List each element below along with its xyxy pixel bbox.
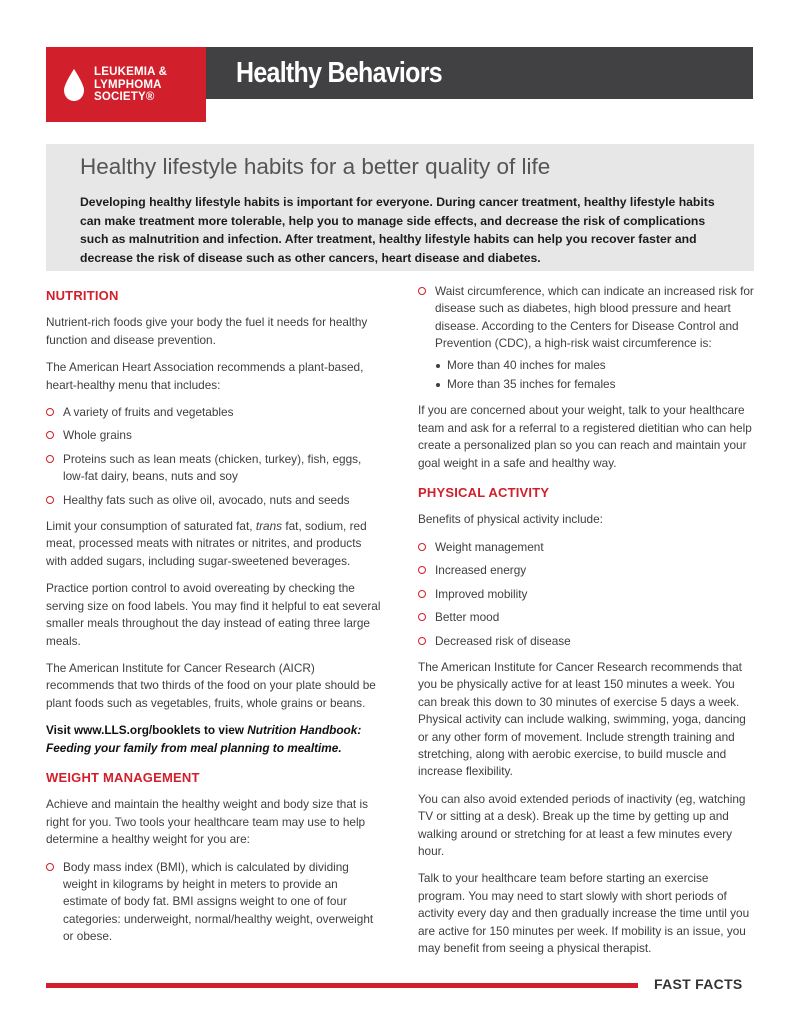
lls-logo [46,47,206,122]
weight-list-continued [418,283,756,393]
paragraph: The American Heart Association recommends a plant-based, heart-healthy menu that includes: [46,360,364,392]
circle-bullet-icon [46,863,54,871]
sublist-item [435,357,756,374]
circle-bullet-icon [46,455,54,463]
weight-list [46,859,381,946]
list-item [418,586,756,603]
circle-bullet-icon [418,287,426,295]
list-item-text: Decreased risk of disease [435,633,571,648]
intro-heading: Healthy lifestyle habits for a better quality of life [80,154,551,179]
title-bar [206,47,753,99]
section-heading-nutrition: NUTRITION [46,288,119,303]
logo-wordmark [94,66,167,104]
circle-bullet-icon [46,496,54,504]
list-item [46,427,381,444]
text-run: Limit your consumption of saturated fat, [46,519,256,534]
list-item-text: Whole grains [63,428,132,443]
paragraph: The American Institute for Cancer Research recommends that you be physically active for at least 150 minutes a week. You can break this down to 30 minutes of exercise 5 days a week. Physical activity can include walking, swimming, yoga, dancing or any other form of movement. Include strength training and stretching, along with aerobic exercise, to build muscle and increase flexibility. [418,659,746,779]
paragraph: Nutrient-rich foods give your body the fuel it needs for healthy function and disease prevention. [46,315,368,347]
list-item [46,492,381,509]
list-item [418,539,756,556]
dot-bullet-icon [436,383,440,387]
list-item [46,451,381,486]
circle-bullet-icon [418,637,426,645]
list-item-text: Waist circumference, which can indicate an increased risk for disease such as diabetes, high blood pressure and heart disease. According to the Centers for Disease Control and Prevention (CDC), a high-risk waist circumference is: [435,284,754,351]
blood-drop-icon [64,69,84,101]
paragraph: Achieve and maintain the healthy weight and body size that is right for you. Two tools your healthcare team may use to help determine a healthy weight for you are: [46,797,368,847]
list-item [418,633,756,650]
page-title: Healthy Behaviors [236,57,442,89]
paragraph: Benefits of physical activity include: [418,512,603,527]
list-item [418,609,756,626]
list-item-text: Healthy fats such as olive oil, avocado, nuts and seeds [63,492,350,507]
list-item-text: Body mass index (BMI), which is calculated by dividing weight in kilograms by height in meters to provide an estimate of body fat. BMI assigns weight to one of four categories: underweight, normal/healthy weight, overweight or obese. [63,859,374,944]
paragraph: If you are concerned about your weight, talk to your healthcare team and ask for a referral to a registered dietitian who can help create a personalized plan so you can reach and maintain your goal weight in a safe and healthy way. [418,403,752,470]
right-column [418,283,756,967]
sublist-item [435,376,756,393]
list-item-text: Improved mobility [435,586,528,601]
section-heading-activity: PHYSICAL ACTIVITY [418,485,550,501]
circle-bullet-icon [418,613,426,621]
paragraph: Talk to your healthcare team before starting an exercise program. You may need to start slowly with short periods of activity every day and then gradually increase the time until you are active for 150 minutes per week. If mobility is an issue, you may benefit from seeing a physical therapist. [418,871,750,955]
circle-bullet-icon [46,431,54,439]
footer-label: FAST FACTS [654,976,743,992]
activity-list [418,539,756,650]
dot-bullet-icon [436,364,440,368]
list-item-text: Proteins such as lean meats (chicken, turkey), fish, eggs, low-fat dairy, beans, nuts and soy [63,451,362,484]
paragraph: You can also avoid extended periods of inactivity (eg, watching TV or sitting at a desk). Break up the time by getting up and walking around or stretching for at least a few minutes every hour. [418,791,746,858]
text-run: fat, sodium, red meat, processed meats with nitrates or nitrites, and products with added sugars, including sugar-sweetened beverages. [46,519,367,568]
list-item [418,283,756,393]
text-run: Visit www.LLS.org/booklets to view [46,723,248,738]
list-item [46,859,381,946]
italic-text: trans [255,519,283,534]
logo-line: LYMPHOMA [94,78,162,91]
circle-bullet-icon [418,543,426,551]
sublist-item-text: More than 35 inches for females [447,377,616,392]
paragraph [46,518,381,570]
nutrition-list [46,404,381,509]
sublist-item-text: More than 40 inches for males [447,357,606,372]
circle-bullet-icon [46,408,54,416]
list-item [418,562,756,579]
list-item [46,404,381,421]
booklet-title: Nutrition Handbook: Feeding your family from meal planning to mealtime. [46,723,362,755]
paragraph: The American Institute for Cancer Research (AICR) recommends that two thirds of the food on your plate should be plant foods such as vegetables, fruits, whole grains or beans. [46,660,376,710]
footer-rule [46,983,638,988]
list-item-text: Better mood [435,610,500,625]
list-item-text: Weight management [435,539,544,554]
paragraph: Practice portion control to avoid overeating by checking the serving size on food labels. You may find it helpful to eat several smaller meals throughout the day instead of eating three large meals. [46,581,381,648]
circle-bullet-icon [418,566,426,574]
waist-sublist [435,357,756,394]
list-item-text: A variety of fruits and vegetables [63,405,234,420]
section-heading-weight: WEIGHT MANAGEMENT [46,769,200,785]
booklet-link-text [46,722,381,757]
list-item-text: Increased energy [435,563,527,578]
intro-body: Developing healthy lifestyle habits is important for everyone. During cancer treatment, healthy lifestyle habits can make treatment more tolerable, help you to manage side effects, and decrease the risk of complications such as malnutrition and infection. After treatment, healthy lifestyle habits can help you recover faster and decrease the risk of disease such as other cancers, heart disease and diabetes. [80,195,715,265]
circle-bullet-icon [418,590,426,598]
logo-line: SOCIETY® [94,91,155,103]
logo-line: LEUKEMIA & [94,66,168,78]
left-column [46,283,381,955]
intro-box [46,144,754,271]
